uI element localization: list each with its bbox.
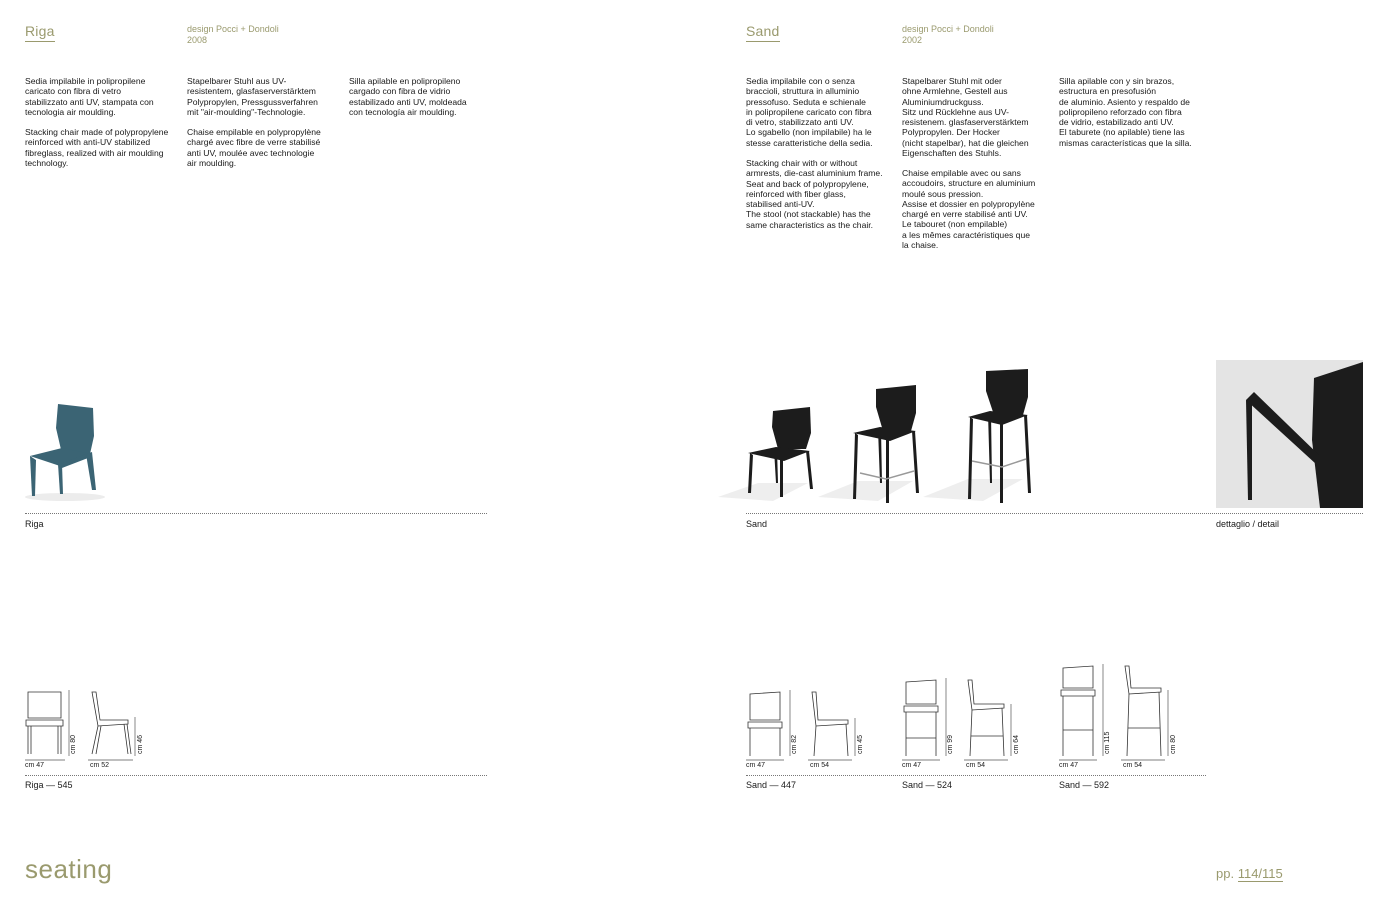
riga-photo-rule bbox=[25, 513, 487, 514]
sand-524-dim-height: cm 99 bbox=[947, 734, 954, 754]
riga-side-depth-line bbox=[88, 759, 133, 761]
page-range: 114/115 bbox=[1237, 866, 1283, 881]
sand-photo-rule bbox=[746, 513, 1363, 514]
sand-592-label: Sand — 592 bbox=[1059, 780, 1110, 790]
riga-designer bbox=[187, 24, 279, 46]
sand-detail-backrest bbox=[1312, 362, 1363, 508]
sand-chair-shadow bbox=[718, 483, 808, 501]
sand-design-credit: design Pocci + Dondoli bbox=[902, 24, 994, 34]
sand-592-seat-line bbox=[1167, 690, 1169, 756]
sand-592-dim-seat-height: cm 80 bbox=[1170, 734, 1177, 754]
riga-chair-shadow bbox=[25, 493, 105, 501]
riga-text-de: Stapelbarer Stuhl aus UV- resistentem, glasfaserverstärktem Polypropylen, Pressgussverfahren mit "air-moulding"-Technologie. bbox=[187, 76, 318, 117]
sand-524-front-drawing bbox=[902, 678, 940, 758]
sand-stool-mid-back bbox=[876, 385, 916, 431]
sand-text-en: Stacking chair with or without armrests, die-cast aluminium frame. Seat and back of polypropylene, reinforced with fiber glass, stabilised anti-UV. The stool (not stackable) has the same characteristics as the chair. bbox=[746, 158, 883, 230]
riga-dim-seat-height: cm 46 bbox=[137, 734, 144, 754]
riga-text-fr: Chaise empilable en polypropylène chargé avec fibre de verre stabilisé anti UV, moulée avec technologie air moulding. bbox=[187, 127, 321, 168]
sand-592-side-drawing bbox=[1121, 664, 1165, 758]
sand-stool-high-footrest bbox=[972, 459, 1026, 467]
sand-592-dim-front-width: cm 47 bbox=[1059, 762, 1079, 769]
riga-text-en: Stacking chair made of polypropylene reinforced with anti-UV stabilized fibreglass, realized with air moulding technology. bbox=[25, 127, 169, 168]
sand-text-es: Silla apilable con y sin brazos, estructura en presofusión de aluminio. Asiento y respaldo de polipropileno reforzado con fibra de vidrio, estabilizado anti UV. El taburete (no apilable) tiene las mismas características que la silla. bbox=[1059, 76, 1192, 148]
riga-model-rule bbox=[25, 775, 487, 776]
sand-photo-caption: Sand bbox=[746, 519, 768, 529]
riga-chair-leg bbox=[30, 456, 36, 496]
sand-447-seat-line bbox=[854, 718, 856, 756]
sand-592-dim-side-depth: cm 54 bbox=[1123, 762, 1143, 769]
sand-chair-back bbox=[772, 407, 811, 449]
sand-447-dim-height: cm 82 bbox=[791, 734, 798, 754]
sand-447-front-drawing bbox=[746, 690, 784, 758]
riga-front-drawing bbox=[25, 688, 65, 758]
sand-text-fr: Chaise empilable avec ou sans accoudoirs, structure en aluminium moulé sous pression. Assise et dossier en polypropylène chargé en verre stabilisé anti UV. Le tabouret (non empilable) a les mêmes caractéristiques que la chaise. bbox=[902, 168, 1036, 251]
sand-detail-caption: dettaglio / detail bbox=[1216, 519, 1280, 529]
riga-dim-front-width: cm 47 bbox=[25, 762, 45, 769]
riga-title: Riga bbox=[25, 23, 55, 42]
sand-chairs-photo bbox=[718, 365, 1048, 505]
sand-447-side-drawing bbox=[808, 690, 852, 758]
sand-stool-high-back bbox=[986, 369, 1028, 415]
sand-detail-photo bbox=[1216, 360, 1363, 508]
sand-447-label: Sand — 447 bbox=[746, 780, 797, 790]
riga-side-seat-line bbox=[134, 717, 136, 756]
riga-photo-caption: Riga bbox=[25, 519, 44, 529]
riga-year: 2008 bbox=[187, 35, 208, 45]
riga-chair-leg bbox=[58, 464, 63, 494]
sand-text-de: Stapelbarer Stuhl mit oder ohne Armlehne, Gestell aus Aluminiumdruckguss. Sitz und Rücklehne aus UV- resistenem. glasfaserverstärktem Polypropylen. Der Hocker (nicht stapelbar), hat die gleichen Eigenschaften des Stuhls. bbox=[902, 76, 1029, 159]
sand-524-width-line bbox=[902, 759, 940, 761]
sand-detail-armrest bbox=[1246, 392, 1320, 464]
riga-front-width-line bbox=[25, 759, 65, 761]
riga-model-label: Riga — 545 bbox=[25, 780, 73, 790]
sand-524-label: Sand — 524 bbox=[902, 780, 953, 790]
riga-text-it: Sedia impilabile in polipropilene caricato con fibra di vetro stabilizzato anti UV, stampata con tecnologia air moulding. bbox=[25, 76, 154, 117]
sand-stool-mid-shadow bbox=[818, 481, 913, 501]
sand-524-dim-side-depth: cm 54 bbox=[966, 762, 986, 769]
sand-592-width-line bbox=[1059, 759, 1097, 761]
riga-chair-photo bbox=[20, 398, 110, 502]
sand-524-depth-line bbox=[964, 759, 1008, 761]
sand-detail-front-leg bbox=[1246, 400, 1252, 500]
sand-model-rule bbox=[746, 775, 1206, 776]
sand-524-dim-seat-height: cm 64 bbox=[1013, 734, 1020, 754]
riga-design-credit: design Pocci + Dondoli bbox=[187, 24, 279, 34]
sand-524-side-drawing bbox=[964, 678, 1008, 758]
riga-chair-back bbox=[56, 404, 94, 454]
sand-447-width-line bbox=[746, 759, 784, 761]
sand-592-depth-line bbox=[1121, 759, 1165, 761]
riga-side-drawing bbox=[88, 688, 133, 758]
page-numbers bbox=[1216, 866, 1283, 881]
sand-designer bbox=[902, 24, 994, 46]
sand-title: Sand bbox=[746, 23, 780, 42]
sand-592-front-drawing bbox=[1059, 664, 1097, 758]
page-prefix: pp. bbox=[1216, 866, 1235, 881]
riga-dim-height: cm 80 bbox=[70, 734, 77, 754]
sand-592-dim-height: cm 115 bbox=[1104, 731, 1111, 754]
sand-year: 2002 bbox=[902, 35, 923, 45]
sand-chair-seat bbox=[748, 447, 810, 461]
sand-524-seat-line bbox=[1010, 704, 1012, 756]
section-title: seating bbox=[25, 854, 113, 884]
sand-text-it: Sedia impilabile con o senza braccioli, struttura in alluminio pressofuso. Seduta e schienale in polipropilene caricato con fibra di vetro, stabilizzato anti UV. Lo sgabello (non impilabile) ha le stesse caratteristiche della sedia. bbox=[746, 76, 873, 148]
riga-dim-side-depth: cm 52 bbox=[90, 762, 110, 769]
sand-447-dim-side-depth: cm 54 bbox=[810, 762, 830, 769]
sand-stool-high-shadow bbox=[923, 479, 1023, 501]
riga-text-es: Silla apilable en polipropileno cargado con fibra de vidrio estabilizado anti UV, moldeada con tecnología air moulding. bbox=[349, 76, 467, 117]
sand-447-dim-front-width: cm 47 bbox=[746, 762, 766, 769]
sand-447-dim-seat-height: cm 45 bbox=[857, 734, 864, 754]
sand-447-depth-line bbox=[808, 759, 852, 761]
sand-524-dim-front-width: cm 47 bbox=[902, 762, 922, 769]
